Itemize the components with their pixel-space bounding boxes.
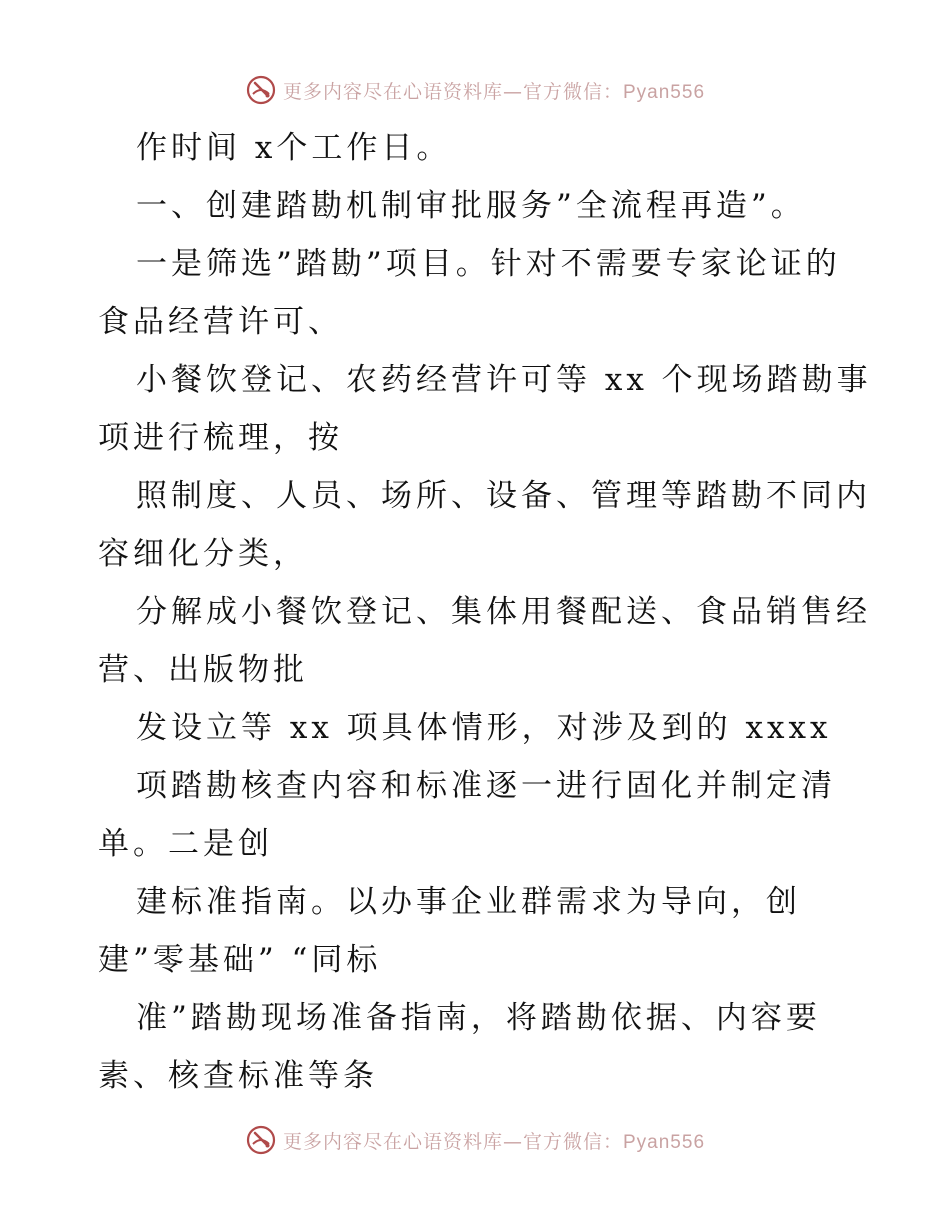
header-watermark — [0, 72, 950, 108]
book-pen-logo-icon — [245, 1124, 277, 1156]
watermark-separator: — — [503, 80, 523, 103]
text-line: 分解成小餐饮登记、集体用餐配送、食品销售经 — [136, 594, 871, 630]
text-line: 项踏勘核查内容和标准逐一进行固化并制定清 — [136, 768, 836, 804]
text-line: 照制度、人员、场所、设备、管理等踏勘不同内 — [136, 478, 871, 514]
text-line: 建标准指南。以办事企业群需求为导向，创 — [136, 884, 801, 920]
text-line: 一是筛选”踏勘”项目。针对不需要专家论证的 — [136, 246, 841, 282]
text-line: 作时间 x个工作日。 — [136, 130, 452, 166]
text-line: 营、出版物批 — [98, 652, 308, 688]
text-line: 容细化分类， — [98, 536, 308, 572]
watermark-wechat: 官方微信：Pyan556 — [523, 1131, 706, 1153]
footer-watermark — [0, 1122, 950, 1158]
watermark-title: 更多内容尽在心语资料库 — [282, 1130, 503, 1153]
text-line: 项进行梳理，按 — [98, 420, 343, 456]
watermark-text — [283, 1127, 705, 1154]
text-line: 建”零基础” “同标 — [98, 942, 382, 978]
watermark-separator: — — [503, 1130, 523, 1153]
text-line: 食品经营许可、 — [98, 304, 343, 340]
watermark-wechat: 官方微信：Pyan556 — [523, 81, 706, 103]
watermark-text — [283, 77, 705, 104]
text-line: 一、创建踏勘机制审批服务”全流程再造”。 — [136, 188, 806, 224]
text-line: 发设立等 xx 项具体情形，对涉及到的 xxxx — [136, 710, 832, 746]
watermark-title: 更多内容尽在心语资料库 — [282, 80, 503, 103]
text-line: 单。二是创 — [98, 826, 273, 862]
text-line: 小餐饮登记、农药经营许可等 xx 个现场踏勘事 — [136, 362, 872, 398]
text-line: 素、核查标准等条 — [98, 1058, 378, 1094]
book-pen-logo-icon — [245, 74, 277, 106]
text-line: 准”踏勘现场准备指南，将踏勘依据、内容要 — [136, 1000, 821, 1036]
